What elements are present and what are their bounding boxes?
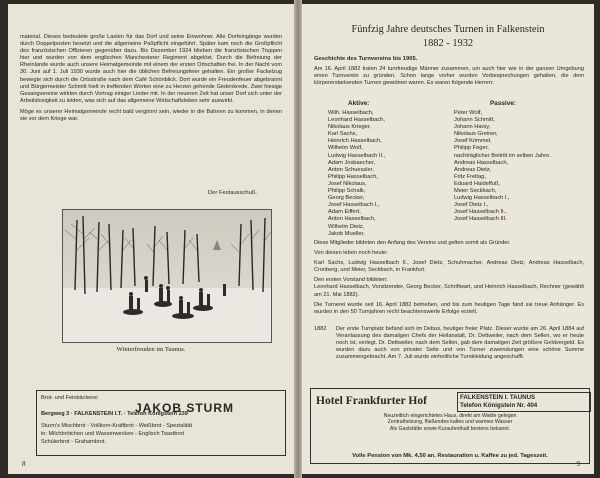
member-name: Adam Josbaecher, xyxy=(328,159,376,166)
member-name: Philipp Hasselbach, xyxy=(328,173,378,180)
signature: Der Festausschuß. xyxy=(208,190,257,196)
page-number: 8 xyxy=(22,460,26,468)
member-name: Philipp Feger, xyxy=(454,145,489,152)
ad-line: Sturm's Mischbrot - Vollkorn-Kraftbrot - Weißbrot - Spezialität xyxy=(41,423,193,429)
hotel-address-line: FALKENSTEIN I. TAUNUS xyxy=(460,394,536,401)
member-name: Andreas Hasselbach, xyxy=(454,159,509,166)
bakery-advertisement xyxy=(36,390,286,456)
ad-line: in: Milchbrötchen und Wasserwecken - Englisch Toastbrot xyxy=(41,431,185,437)
member-name: Jakob Mueller, xyxy=(328,230,365,237)
page-title-years: 1882 - 1932 xyxy=(422,38,474,49)
book-spine xyxy=(294,0,302,478)
member-name: Philipp Schalk, xyxy=(328,188,366,195)
paragraph: Von diesen leben noch heute: xyxy=(314,250,388,257)
page-title: Fünfzig Jahre deutsches Turnen in Falkenstein xyxy=(351,24,545,35)
paragraph: Möge es unserer Heimatgemeinde recht bald vergönnt sein, wieder in die Bahnen zu kommen, in denen sie vor dem Kriege war. xyxy=(20,108,282,123)
member-name: Josef Dietz I., xyxy=(454,202,489,209)
active-members-list xyxy=(328,110,385,238)
year-block xyxy=(336,326,584,361)
member-name: Georg Becker, xyxy=(328,195,365,202)
member-name: Leonhard Hasselbach, xyxy=(328,117,385,124)
member-name: Wilh. Hasselbach, xyxy=(328,110,374,116)
hotel-note: Neuzeitlich eingerichtetes Haus, direkt am Walde gelegen xyxy=(383,413,517,419)
hotel-name: Hotel Frankfurter Hof xyxy=(316,395,427,407)
member-name: Karl Sachs, xyxy=(328,131,358,138)
paragraph: Am 16. April 1882 traten 24 turnfreudige Männer zusammen, um auch hier wie in der ganzen Umgebung einen Turnverein zu gründen. Schon lange vorher wurden Vorbesprechungen gehalten, die dem körpererstarkenden Turnen gewidmet waren. Es waren folgende Herren: xyxy=(314,66,584,87)
member-name: Josef Nikolaus, xyxy=(328,180,367,187)
hotel-note: Zentralheizung, fließendes kaltes und warmes Wasser xyxy=(387,419,513,426)
member-name: Ludwig Hasselbach II., xyxy=(328,152,386,159)
year-label: 1882 xyxy=(314,326,327,332)
ad-brand: JAKOB STURM xyxy=(135,401,235,415)
ad-address: Bergweg 3 · FALKENSTEIN I.T. · Telefon Königstein 239 xyxy=(41,411,188,417)
photo-caption: Winterfreuden im Taunus. xyxy=(116,346,186,353)
member-name: Josef Hasselbach III. xyxy=(454,216,507,223)
member-name: Peter Wolf, xyxy=(454,110,483,116)
member-name: Wilhelm Wolf, xyxy=(328,145,363,152)
active-heading: Aktive: xyxy=(348,100,370,107)
member-name: Andreas Dietz, xyxy=(454,166,492,173)
paragraph: Der erste Turnplatz befand sich im Debus, heutiger freier Platz. Dieser wurde am 26. April 1884 auf Veranlassung des damaligen Chefs der Heilanstalt, Dr. Dettweiler, nach dem Sellen, wo er heute noch ist, verlegt. Dr. Dettweiler, nach dem Sellen, gab dem damaligen Zeit größere Geldvergeld. Es wurden dazu auch von privater Seite und von Turner zuwendungen eine schöne Summe zusammengebracht. Am 7. Juli wurde einheitliche Turnkleidung angeschafft. xyxy=(336,326,584,361)
member-name: nachträglicher Beitritt im selben Jahre. xyxy=(454,152,551,159)
member-name: Nikolaus Krieger, xyxy=(328,124,371,131)
hotel-note: Als Gaststätte sowie Kuraufenthalt bestens bekannt. xyxy=(389,425,511,432)
member-name: Meier Seckbach, xyxy=(454,188,497,195)
member-name: Johann Harsy, xyxy=(454,124,491,131)
paragraph: Die Turnerei wurde seit 16. April 1882 betrieben, und bis zum heutigen Tage fand sie treue Anhänger. Es wurden in den 50 Turnjahren recht beachtenswerte Erfolge erzielt. xyxy=(314,301,584,315)
member-name: Josef Hasselbach I., xyxy=(328,202,380,209)
member-name: Anton Schuessler, xyxy=(328,166,374,173)
ad-line: Brot- und Feinbäckerei xyxy=(41,395,98,401)
member-name: Heinrich Hasselbach, xyxy=(328,138,382,145)
member-name: Eduard Haideffuß, xyxy=(454,180,501,187)
ad-line: Schülerbrot - Grahambrot. xyxy=(41,439,106,445)
paragraph: Diese Mitglieder bildeten den Anfang des Vereins und gelten somit als Gründer. xyxy=(314,240,511,246)
intro-block xyxy=(314,66,584,87)
member-name: Fritz Freitag, xyxy=(454,173,486,180)
history-block xyxy=(314,240,584,316)
member-name: Nikolaus Greiner, xyxy=(454,131,498,138)
hotel-price: Volle Pension von Mk. 4,50 an. Restauration u. Kaffee zu jed. Tageszeit. xyxy=(352,453,548,459)
paragraph: material. Dieses bedeutete große Lasten für das Dorf und seine Einwohner. Alle Dorfeingänge wurden durch Doppelposten besetzt und die allgemeine Paßpflicht eingeführt. Später kam noch die Großpflicht des französischen Offizieren gegenüber dazu. Bis Dezember 1924 blieben die französischen Truppen hier und wurden von dem englischen Manchesterer Regiment abgelöst. Durch die Befreiung der Rheinlande wurde auch unsere Heimatgemeinde mit einem der ersten Ortschaften frei. In der Nacht vom 30. Juni auf 1. Juli 1930 wurde auch hier die üblichen Befreiungsfeier gehalten. Ein großer Fackelzug bewegte sich durch die Ortsstraße nach dem Café Schönblick. Dort wurde ein Freudenfeuer abgebrannt und Bürgermeister Schmitt hielt in treffenden Worten eine zu Herzen gehende Gedenkrede. Zwei hiesige Gesangvereine wirkten durch Vortrag einiger Lieder mit. In der neueren Zeit hat unser Dorf sich unter der Arbeitslosigkeit zu leiden, was sich auf das allgemeine Wirtschaftsleben sehr auswirkt. xyxy=(20,34,282,104)
hotel-address-box xyxy=(457,392,591,412)
right-page xyxy=(302,4,594,474)
member-name: Wilhelm Dietz, xyxy=(328,223,365,230)
winter-photo xyxy=(62,209,272,343)
member-name: Adam Eiffert, xyxy=(328,209,361,216)
passive-heading: Passive: xyxy=(490,100,516,107)
left-page xyxy=(8,4,294,474)
passive-members-list xyxy=(454,110,551,224)
hotel-phone: Telefon Königstein Nr. 404 xyxy=(460,402,538,409)
paragraph: Leonhard Hasselbach, Vorsitzender, Georg Becker, Schriftwart, und Heinrich Hasselbach, Rechner (gewählt am 21. Mai 1882). xyxy=(314,284,584,298)
section-heading: Geschichte des Turnvereins bis 1905. xyxy=(314,56,418,62)
hotel-notes xyxy=(319,413,581,432)
paragraph: Den ersten Vorstand bildeten: xyxy=(314,277,388,284)
hotel-advertisement xyxy=(310,388,590,464)
member-name: Johann Schmitt, xyxy=(454,117,495,124)
paragraph: Karl Sachs, Ludwig Hasselbach II., Josef Dietz, Schuhmacher, Andreas Dietz, Andreas Hasselbach, Cronberg, und Meier, Seckbach, in Frankfurt. xyxy=(314,260,584,274)
intro-text xyxy=(20,34,282,123)
member-name: Anton Hasselbach, xyxy=(328,216,376,223)
member-name: Ludwig Hasselbach I., xyxy=(454,195,510,202)
page-number: 9 xyxy=(576,460,580,468)
member-name: Josef Krimmel, xyxy=(454,138,492,145)
member-name: Josef Hasselbach II., xyxy=(454,209,507,216)
